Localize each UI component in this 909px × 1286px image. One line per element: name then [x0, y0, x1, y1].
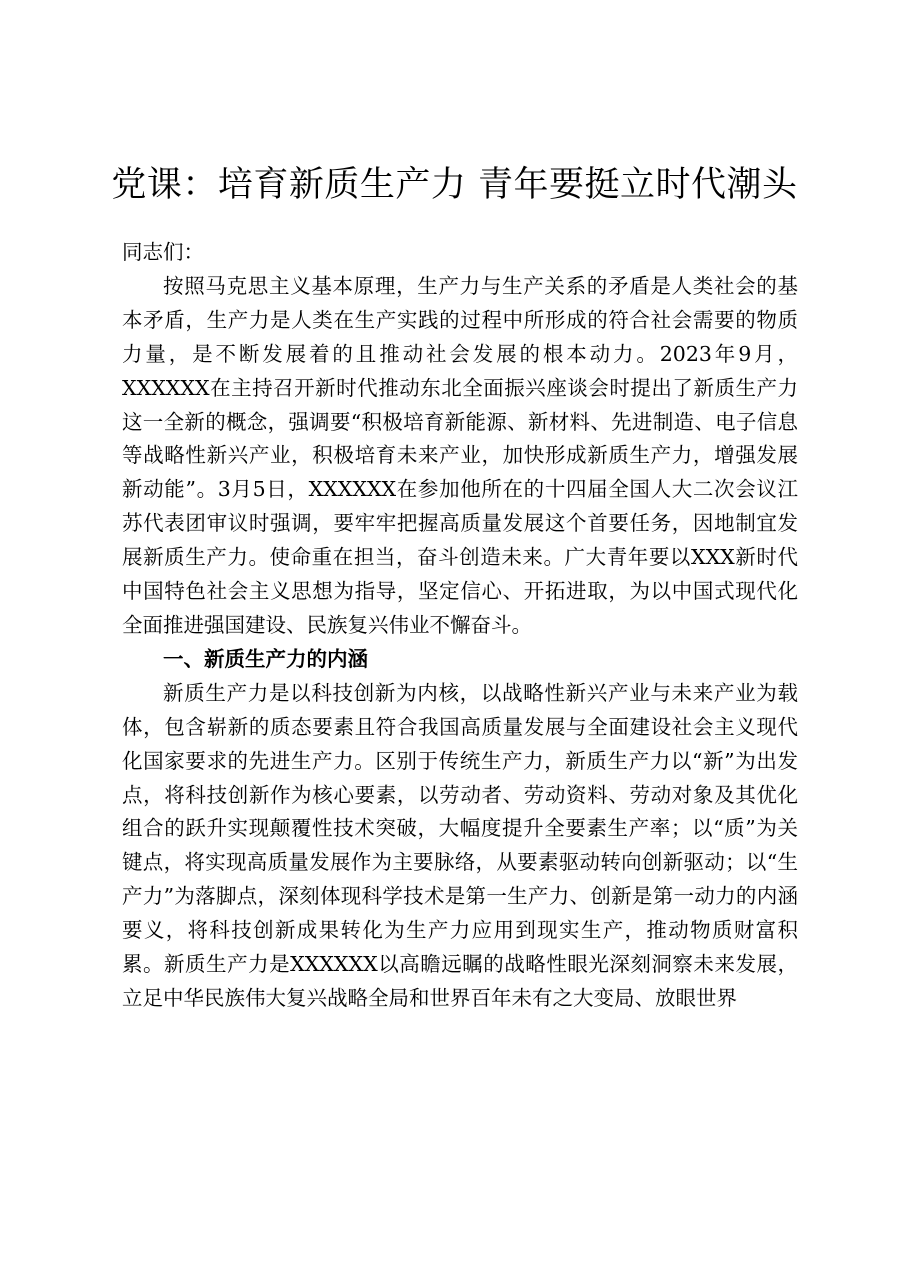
section-heading: 一、新质生产力的内涵: [163, 646, 368, 671]
paragraph-section-1: 新质生产力是以科技创新为内核，以战略性新兴产业与未来产业为载体，包含崭新的质态要素且符合我国高质量发展与全面建设社会主义现代化国家要求的先进生产力。区别于传统生产力，新质生产力以“新”为出发点，将科技创新作为核心要素，以劳动者、劳动资料、劳动对象及其优化组合的跃升实现颠覆性技术突破，大幅度提升全要素生产率；以“质”为关键点，将实现高质量发展作为主要脉络，从要素驱动转向创新驱动；以“生产力”为落脚点，深刻体现科学技术是第一生产力、创新是第一动力的内涵要义，将科技创新成果转化为生产力应用到现实生产，推动物质财富积累。新质生产力是XXXXXX以高瞻远瞩的战略性眼光深刻洞察未来发展，立足中华民族伟大复兴战略全局和世界百年未有之大变局、放眼世界: [122, 680, 798, 1010]
document-title: 党课：培育新质生产力 青年要挺立时代潮头: [111, 165, 798, 205]
greeting: 同志们：: [122, 240, 204, 264]
paragraph-intro: 按照马克思主义基本原理，生产力与生产关系的矛盾是人类社会的基本矛盾，生产力是人类在生产实践的过程中所形成的符合社会需要的物质力量，是不断发展着的且推动社会发展的根本动力。2023年9月，XXXXXX在主持召开新时代推动东北全面振兴座谈会时提出了新质生产力这一全新的概念，强调要“积极培育新能源、新材料、先进制造、电子信息等战略性新兴产业，积极培育未来产业，加快形成新质生产力，增强发展新动能”。3月5日，XXXXXX在参加他所在的十四届全国人大二次会议江苏代表团审议时强调，要牢牢把握高质量发展这个首要任务，因地制宜发展新质生产力。使命重在担当，奋斗创造未来。广大青年要以XXX新时代中国特色社会主义思想为指导，坚定信心、开拓进取，为以中国式现代化全面推进强国建设、民族复兴伟业不懈奋斗。: [122, 273, 798, 637]
document-body: [122, 236, 798, 1016]
